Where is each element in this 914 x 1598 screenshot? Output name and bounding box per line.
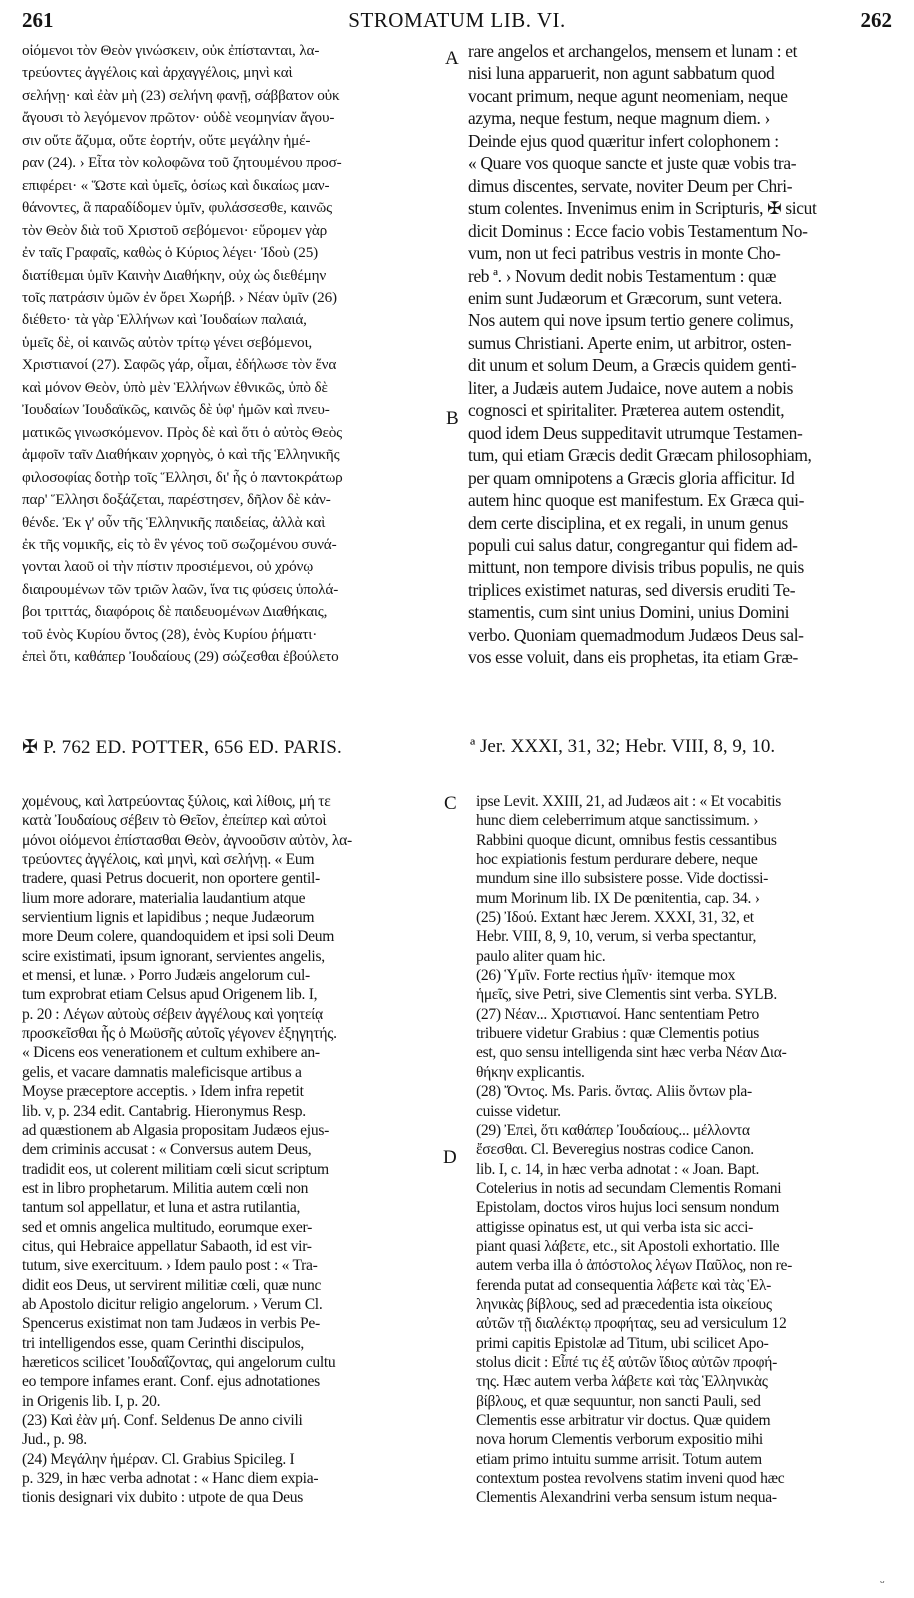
greek-text-line: διαιρουμένων τῶν τριῶν λαῶν, ἵνα τις φύσεις ὑπολά- (22, 580, 339, 598)
notes-right-column (476, 792, 892, 1508)
note-line: Clementis esse arbitratur vir doctus. Quæ quidem (476, 1412, 771, 1429)
note-line: est, quo sensu intelligenda sint hæc verba Νέαν Δια- (476, 1044, 787, 1062)
note-line: ab Apostolo dicitur religio angelorum. › Verum Cl. (22, 1295, 323, 1313)
note-line: Spencerus existimat non tam Judæos in verbis Pe- (22, 1315, 320, 1333)
scripture-footnote: ª Jer. XXXI, 31, 32; Hebr. VIII, 8, 9, 10. (470, 736, 776, 757)
greek-text-line: σιν οὔτε ἄζυμα, οὔτε ἑορτήν, οὔτε μεγάλην ἡμέ- (22, 131, 311, 149)
note-line: eo tempore infames erant. Conf. ejus adnotationes (22, 1373, 320, 1391)
note-line: (24) Μεγάλην ἡμέραν. Cl. Grabius Spicileg. I (22, 1450, 295, 1468)
note-line: ἔσεσθαι. Cl. Beveregius nostras codice Canon. (476, 1141, 754, 1159)
greek-text-line: καὶ μόνον Θεὸν, ὑπὸ μὲν Ἑλλήνων ἐθνικῶς, ὑπὸ δὲ (22, 378, 328, 396)
note-line: mum Morinum lib. IX De pœnitentia, cap. 34. › (476, 889, 760, 907)
latin-text-line: Deinde ejus quod quæritur infert colophonem : (468, 130, 779, 151)
latin-text-line: mittunt, non tempore divisis tribus populis, ne quis (468, 557, 804, 578)
note-line: citus, qui Hebraice appellatur Sabaoth, id est vir- (22, 1237, 312, 1255)
greek-text-line: φιλοσοφίας δοτὴρ τοῖς Ἕλλησι, δι' ἧς ὁ παντοκράτωρ (22, 468, 343, 486)
note-line: ad quæstionem ab Algasia propositam Judæos ejus- (22, 1121, 329, 1139)
note-line: tribuere videtur Grabius : quæ Clementis potius (476, 1025, 760, 1043)
greek-text-line: ἀμφοῖν ταῖν Διαθήκαιν χορηγὸς, ὁ καὶ τῆς Ἑλληνικῆς (22, 446, 340, 464)
note-line: lib. v, p. 234 edit. Cantabrig. Hieronymus Resp. (22, 1102, 306, 1120)
latin-text-line: per quam omnipotens a Græcis gloria afficitur. Id (468, 467, 795, 488)
page-divider-line (22, 736, 892, 762)
note-line: χομένους, καὶ λατρεύοντας ξύλοις, καὶ λίθοις, μή τε (22, 793, 331, 810)
latin-text-line: populi cui salus datur, congregantur qui fidem ad- (468, 534, 798, 555)
latin-text-line: stum colentes. Invenimus enim in Scripturis, ✠ sicut (468, 198, 817, 219)
note-line: tradere, quasi Petrus docuerit, non oportere gentil- (22, 870, 320, 888)
latin-text-line: azyma, neque festum, neque magnum diem. › (468, 108, 770, 129)
note-line: Clementis Alexandrini verba sensum istum nequa- (476, 1489, 777, 1507)
note-line: ferenda putat ad consequentia λάβετε καὶ τὰς Ἑλ- (476, 1276, 772, 1294)
note-line: lium more adorare, materialia laudantium atque (22, 889, 306, 907)
latin-text-line: vum, non ut feci patribus vestris in monte Cho- (468, 243, 781, 264)
latin-text-column (468, 40, 892, 669)
note-line: stolus dicit : Εἶπέ τις ἐξ αὐτῶν ἴδιος αὐτῶν προφή- (476, 1353, 777, 1371)
latin-text-line: vocant primum, neque agunt neomeniam, neque (468, 85, 788, 106)
note-line: « Dicens eos venerationem et cultum exhibere an- (22, 1044, 320, 1062)
greek-text-line: επιφέρει· « Ὥστε καὶ ὑμεῖς, ὁσίως καὶ δικαίως μαν- (22, 176, 330, 194)
note-line: tradidit eos, ut colerent militiam cœli sicut scriptum (22, 1160, 329, 1178)
note-line: (28) Ὄντος. Ms. Paris. ὄντας. Aliis ὄντων pla- (476, 1083, 752, 1101)
note-line: μόνοι οἰόμενοι ἐπίστασθαι Θεὸν, ἀγνοοῦσιν αὐτὸν, λα- (22, 831, 352, 849)
note-line: Jud., p. 98. (22, 1431, 87, 1449)
note-line: in Origenis lib. I, p. 20. (22, 1392, 161, 1410)
note-line: servientium lignis et lapidibus ; neque Judæorum (22, 909, 315, 927)
note-line: didit eos Deus, ut servirent militiæ cœli, quæ nunc (22, 1276, 322, 1294)
note-line: autem verba illa ὁ ἀπόστολος λέγων Παῦλος, non re- (476, 1257, 793, 1275)
latin-text-line: verbo. Quoniam quemadmodum Judæos Deus sal- (468, 624, 804, 645)
note-line: ipse Levit. XXIII, 21, ad Judæos ait : « Et vocabitis (476, 793, 782, 810)
latin-text-line: dimus discentes, servate, noviter Deum per Chri- (468, 175, 793, 196)
latin-text-line: dicit Dominus : Ecce facio vobis Testamentum No- (468, 220, 808, 241)
note-line: attigisse opinatus est, ut qui verba ista sic acci- (476, 1218, 754, 1236)
section-marker-d: D (443, 1147, 457, 1168)
note-line: gelis, et vacare damnatis maleficisque artibus a (22, 1063, 302, 1081)
note-line: θήκην explicantis. (476, 1063, 585, 1081)
latin-text-line: reb ª. › Novum dedit nobis Testamentum : quæ (468, 265, 777, 286)
edition-reference: ✠ P. 762 ED. POTTER, 656 ED. PARIS. (22, 737, 342, 758)
greek-text-line: ραν (24). › Εἶτα τὸν κολοφῶνα τοῦ ζητουμένου προσ- (22, 154, 342, 172)
note-line: p. 20 : Λέγων αὐτοὺς σέβειν ἀγγέλους καὶ γοητείᾳ (22, 1005, 323, 1023)
latin-text-line: triplices existimet naturas, sed diversis eruditi Te- (468, 579, 796, 600)
greek-text-line: βοι τριττάς, διαφόροις δὲ παιδευομένων Διαθήκαις, (22, 603, 328, 621)
latin-text-line: vos esse voluit, dans eis prophetas, ita etiam Græ- (468, 647, 798, 668)
latin-text-line: nisi luna apparuerit, non agunt sabbatum quod (468, 63, 775, 84)
greek-text-line: τοῖς πατράσιν ὑμῶν ἐν ὄρει Χωρήβ. › Νέαν ὑμῖν (26) (22, 288, 337, 306)
greek-text-line: θένδε. Ἐκ γ' οὖν τῆς Ἑλληνικῆς παιδείας, ἀλλὰ καὶ (22, 513, 326, 531)
note-line: hæreticos scilicet Ἰουδαΐζοντας, qui angelorum cultu (22, 1353, 336, 1371)
note-line: piant quasi λάβετε, etc., sit Apostoli exhortatio. Ille (476, 1237, 780, 1255)
note-line: (25) Ἰδού. Extant hæc Jerem. XXXI, 31, 32, et (476, 909, 754, 927)
latin-text-line: dem certe disciplina, et ex regali, in unum genus (468, 512, 788, 533)
greek-text-line: γονται λαοῦ οἱ τὴν πίστιν προσιέμενοι, οὐ χρόνῳ (22, 558, 314, 576)
latin-text-line: tum, qui etiam Græcis dedit Græcam philosophiam, (468, 445, 812, 466)
page-number-right: 262 (860, 8, 892, 32)
greek-text-line: παρ' Ἕλλησι δοξάζεται, παρέστησεν, δῆλον δὲ κἀν- (22, 491, 331, 509)
greek-text-line: διατίθεμαι ὑμῖν Καινὴν Διαθήκην, οὐχ ὡς διεθέμην (22, 266, 327, 284)
greek-text-line: Χριστιανοί (27). Σαφῶς γάρ, οἶμαι, ἐδήλωσε τὸν ἕνα (22, 356, 337, 374)
note-line: more Deum colere, quandoquidem et ipsi soli Deum (22, 928, 335, 946)
note-line: προσκεῖσθαι ἧς ὁ Μωϋσῆς αὐτοῖς γέγονεν ἐξηγητής. (22, 1025, 337, 1043)
note-line: lib. I, c. 14, in hæc verba adnotat : « Joan. Bapt. (476, 1160, 760, 1178)
page-edge-mark: ᵕ (880, 1576, 885, 1590)
section-marker-a: A (445, 48, 459, 69)
latin-text-line: enim sunt Judæorum et Græcorum, sunt vetera. (468, 287, 783, 308)
note-line: tantum sol appellatur, et luna et astra rutilantia, (22, 1199, 301, 1217)
note-line: αὐτῶν τῇ διαλέκτῳ προφήτας, seu ad versiculum 12 (476, 1315, 787, 1333)
running-title: STROMATUM LIB. VI. (348, 8, 566, 32)
latin-text-line: sumus Christiani. Aperte enim, ut arbitror, osten- (468, 332, 792, 353)
note-line: sed et omnis angelica multitudo, eorumque exer- (22, 1218, 313, 1236)
note-line: της. Hæc autem verba λάβετε καὶ τὰς Ἑλληνικὰς (476, 1373, 768, 1391)
latin-text-line: dit unum et solum Deum, a Græcis quidem genti- (468, 355, 797, 376)
note-line: κατὰ Ἰουδαίους σέβειν τὸ Θεῖον, ἐπείπερ καὶ αὐτοὶ (22, 812, 327, 830)
note-line: primi capitis Epistolæ ad Titum, ubi scilicet Apo- (476, 1334, 769, 1352)
greek-text-line: τοῦ ἑνὸς Κυρίου ὄντος (28), ἑνὸς Κυρίου ῥήματι· (22, 625, 318, 643)
greek-text-line: ματικῶς γινωσκόμενον. Πρὸς δὲ καὶ ὅτι ὁ αὐτὸς Θεὸς (22, 423, 343, 441)
greek-text-line: ἐκ τῆς νομικῆς, εἰς τὸ ἓν γένος τοῦ σωζομένου συνά- (22, 535, 337, 553)
latin-text-line: rare angelos et archangelos, mensem et lunam : et (468, 41, 798, 61)
notes-left-column (22, 792, 452, 1508)
note-line: ληνικὰς βίβλους, sed ad præcedentia ista οἰκείους (476, 1295, 772, 1313)
note-line: dem criminis accusat : « Conversus autem Deus, (22, 1141, 312, 1159)
section-marker-c: C (444, 793, 457, 814)
greek-text-line: ὑμεῖς δὲ, οἱ καινῶς αὐτὸν τρίτῳ γένει σεβόμενοι, (22, 333, 313, 351)
note-line: tum exprobrat etiam Celsus apud Origenem lib. I, (22, 986, 318, 1004)
greek-text-line: διέθετο· τὰ γὰρ Ἑλλήνων καὶ Ἰουδαίων παλαιά, (22, 311, 307, 329)
note-line: contextum postea revolvens statim inveni quod hæc (476, 1470, 785, 1488)
note-line: (23) Καὶ ἐὰν μή. Conf. Seldenus De anno civili (22, 1412, 303, 1429)
note-line: etiam primo intuitu summe arrisit. Totum autem (476, 1450, 762, 1468)
note-line: Hebr. VIII, 8, 9, 10, verum, si verba spectantur, (476, 928, 757, 946)
note-line: (29) Ἐπεὶ, ὅτι καθάπερ Ἰουδαίους... μέλλοντα (476, 1121, 750, 1139)
greek-text-column (22, 40, 452, 669)
running-header (22, 8, 892, 38)
note-line: ἡμεῖς, sive Petri, sive Clementis sint verba. SYLB. (476, 986, 777, 1004)
note-line: tutum, sive exercituum. › Idem paulo post : « Tra- (22, 1257, 318, 1275)
note-line: hoc expiationis festum perdurare debere, neque (476, 851, 758, 869)
note-line: hunc diem celeberrimum atque sanctissimum. › (476, 812, 759, 830)
greek-text-line: ἐν ταῖς Γραφαῖς, καθὼς ὁ Κύριος λέγει· Ἰδοὺ (25) (22, 244, 319, 262)
greek-text-line: ἄγουσι τὸ λεγόμενον πρῶτον· οὐδὲ νεομηνίαν ἄγου- (22, 109, 335, 127)
greek-text-line: θάνοντες, ἃ παραδίδομεν ὑμῖν, φυλάσσεσθε, καινῶς (22, 199, 332, 217)
note-line: τρεύοντες ἀγγέλοις, καὶ μηνὶ, καὶ σελήνῃ. « Eum (22, 851, 315, 869)
latin-text-line: « Quare vos quoque sancte et juste quæ vobis tra- (468, 153, 797, 174)
greek-text-line: τὸν Θεὸν διὰ τοῦ Χριστοῦ σεβόμενοι· εὕρομεν γὰρ (22, 221, 328, 239)
note-line: et mensi, et lunæ. › Porro Judæis angelorum cul- (22, 967, 310, 985)
note-line: cuisse videtur. (476, 1102, 561, 1120)
note-line: (27) Νέαν... Χριστιανοί. Hanc sententiam Petro (476, 1005, 759, 1023)
note-line: Epistolam, doctos viros hujus loci sensum nondum (476, 1199, 780, 1217)
note-line: nova horum Clementis verborum expositio mihi (476, 1431, 763, 1449)
note-line: p. 329, in hæc verba adnotat : « Hanc diem expia- (22, 1470, 319, 1488)
note-line: Cotelerius in notis ad secundam Clementis Romani (476, 1179, 782, 1197)
greek-text-line: τρεύοντες ἀγγέλοις καὶ ἀρχαγγέλοις, μηνὶ καὶ (22, 64, 293, 82)
latin-text-line: liter, a Judæis autem Judaice, nove autem a nobis (468, 377, 794, 398)
page-number-left: 261 (22, 8, 54, 32)
note-line: tionis designari vix dubito : utpote de qua Deus (22, 1489, 303, 1507)
note-line: mundum sine illo subsistere posse. Vide doctissi- (476, 870, 769, 888)
latin-text-line: Nos autem qui nove ipsum tertio genere colimus, (468, 310, 794, 331)
greek-text-line: σελήνῃ· καὶ ἐὰν μὴ (23) σελήνη φανῇ, σάββατον οὐκ (22, 86, 340, 104)
note-line: paulo aliter quam hic. (476, 947, 606, 965)
latin-text-line: cognosci et spiritaliter. Præterea autem ostendit, (468, 400, 785, 421)
note-line: Moyse præceptore acceptis. › Idem infra repetit (22, 1083, 304, 1101)
greek-text-line: οἰόμενοι τὸν Θεὸν γινώσκειν, οὐκ ἐπίστανται, λα- (22, 42, 320, 59)
note-line: tri intelligendos esse, quam Cerinthi discipulos, (22, 1334, 304, 1352)
section-marker-b: B (446, 408, 459, 429)
note-line: Rabbini quoque dicunt, omnibus festis cessantibus (476, 831, 777, 849)
note-line: est in libro prophetarum. Militia autem cœli non (22, 1179, 309, 1197)
note-line: βίβλους, et quæ sequuntur, non sancti Pauli, sed (476, 1392, 761, 1410)
greek-text-line: Ἰουδαίων Ἰουδαϊκῶς, καινῶς δὲ ὑφ' ἡμῶν καὶ πνευ- (22, 401, 330, 419)
latin-text-line: autem hinc quoque est manifestum. Ex Græca qui- (468, 490, 805, 511)
note-line: scire existimati, ipsum ignorant, servientes angelis, (22, 947, 325, 965)
note-line: (26) Ὑμῖν. Forte rectius ἡμῖν· itemque mox (476, 967, 736, 985)
greek-text-line: ἐπεὶ ὅτι, καθάπερ Ἰουδαίους (29) σώζεσθαι ἐβούλετο (22, 648, 339, 666)
latin-text-line: quod idem Deus suppeditavit utrumque Testamen- (468, 422, 803, 443)
latin-text-line: stamentis, cum sint unius Domini, unius Domini (468, 602, 790, 623)
